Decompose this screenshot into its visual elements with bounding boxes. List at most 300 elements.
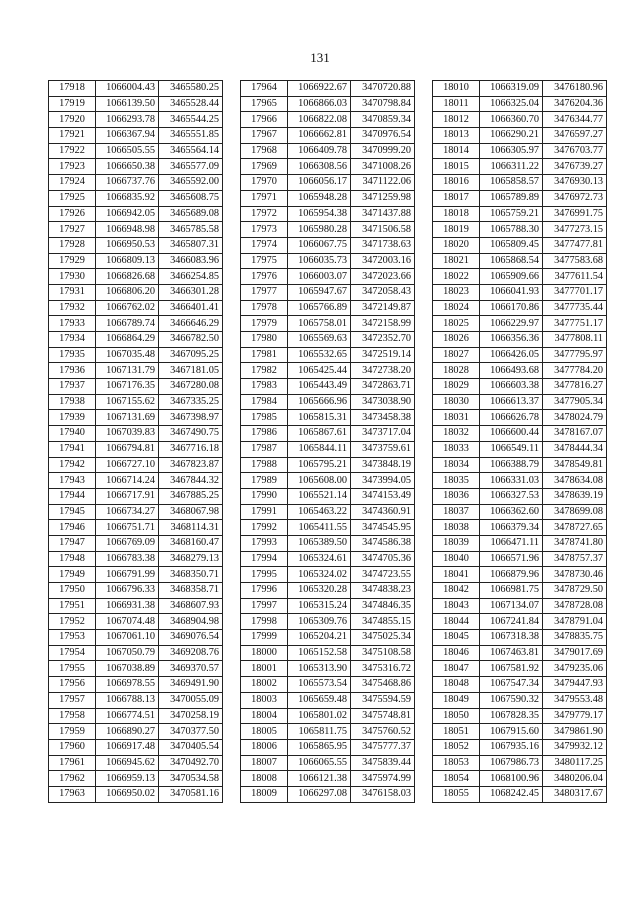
table-row <box>433 441 607 457</box>
point-id-cell: 17944 <box>49 488 96 504</box>
y-coordinate-cell: 3468067.98 <box>159 504 223 520</box>
x-coordinate-cell: 1066650.38 <box>96 159 159 175</box>
table-row <box>241 394 415 410</box>
table-row <box>241 535 415 551</box>
x-coordinate-cell: 1067935.16 <box>480 739 543 755</box>
table-row <box>241 175 415 191</box>
coordinate-table-2 <box>240 80 415 803</box>
table-row <box>49 347 223 363</box>
x-coordinate-cell: 1066806.20 <box>96 284 159 300</box>
point-id-cell: 18006 <box>241 739 288 755</box>
table-row <box>49 128 223 144</box>
table-row <box>49 771 223 787</box>
point-id-cell: 17939 <box>49 410 96 426</box>
y-coordinate-cell: 3470377.50 <box>159 724 223 740</box>
x-coordinate-cell: 1066067.75 <box>288 237 351 253</box>
table-row <box>241 583 415 599</box>
x-coordinate-cell: 1066737.76 <box>96 175 159 191</box>
y-coordinate-cell: 3477273.15 <box>543 222 607 238</box>
x-coordinate-cell: 1065909.66 <box>480 269 543 285</box>
point-id-cell: 17929 <box>49 253 96 269</box>
point-id-cell: 17928 <box>49 237 96 253</box>
x-coordinate-cell: 1065324.61 <box>288 551 351 567</box>
x-coordinate-cell: 1066751.71 <box>96 520 159 536</box>
y-coordinate-cell: 3470798.84 <box>351 96 415 112</box>
x-coordinate-cell: 1066613.37 <box>480 394 543 410</box>
y-coordinate-cell: 3471122.06 <box>351 175 415 191</box>
table-row <box>433 332 607 348</box>
table-row <box>433 96 607 112</box>
table-row <box>241 598 415 614</box>
table-row <box>433 661 607 677</box>
table-row <box>241 441 415 457</box>
point-id-cell: 18016 <box>433 175 480 191</box>
table-row <box>49 724 223 740</box>
y-coordinate-cell: 3474705.36 <box>351 551 415 567</box>
table-row <box>49 206 223 222</box>
point-id-cell: 17925 <box>49 190 96 206</box>
point-id-cell: 17990 <box>241 488 288 504</box>
x-coordinate-cell: 1066783.38 <box>96 551 159 567</box>
point-id-cell: 17961 <box>49 755 96 771</box>
x-coordinate-cell: 1066471.11 <box>480 535 543 551</box>
point-id-cell: 18015 <box>433 159 480 175</box>
y-coordinate-cell: 3473994.05 <box>351 473 415 489</box>
x-coordinate-cell: 1066826.68 <box>96 269 159 285</box>
x-coordinate-cell: 1067131.79 <box>96 363 159 379</box>
y-coordinate-cell: 3477808.11 <box>543 332 607 348</box>
point-id-cell: 18012 <box>433 112 480 128</box>
table-row <box>241 771 415 787</box>
point-id-cell: 18031 <box>433 410 480 426</box>
x-coordinate-cell: 1066948.98 <box>96 222 159 238</box>
x-coordinate-cell: 1066571.96 <box>480 551 543 567</box>
y-coordinate-cell: 3478634.08 <box>543 473 607 489</box>
y-coordinate-cell: 3466301.28 <box>159 284 223 300</box>
y-coordinate-cell: 3465608.75 <box>159 190 223 206</box>
table-row <box>433 143 607 159</box>
point-id-cell: 17932 <box>49 300 96 316</box>
table-row <box>433 677 607 693</box>
y-coordinate-cell: 3467716.18 <box>159 441 223 457</box>
y-coordinate-cell: 3477751.17 <box>543 316 607 332</box>
y-coordinate-cell: 3474360.91 <box>351 504 415 520</box>
point-id-cell: 17986 <box>241 426 288 442</box>
x-coordinate-cell: 1065152.58 <box>288 645 351 661</box>
point-id-cell: 18023 <box>433 284 480 300</box>
table-row <box>241 645 415 661</box>
table-row <box>433 614 607 630</box>
y-coordinate-cell: 3465577.09 <box>159 159 223 175</box>
y-coordinate-cell: 3478727.65 <box>543 520 607 536</box>
y-coordinate-cell: 3478024.79 <box>543 410 607 426</box>
point-id-cell: 17960 <box>49 739 96 755</box>
point-id-cell: 17931 <box>49 284 96 300</box>
x-coordinate-cell: 1067463.81 <box>480 645 543 661</box>
point-id-cell: 17953 <box>49 630 96 646</box>
y-coordinate-cell: 3474723.55 <box>351 567 415 583</box>
y-coordinate-cell: 3480206.04 <box>543 771 607 787</box>
y-coordinate-cell: 3475594.59 <box>351 692 415 708</box>
y-coordinate-cell: 3472058.43 <box>351 284 415 300</box>
point-id-cell: 17967 <box>241 128 288 144</box>
table-row <box>433 488 607 504</box>
table-row <box>241 614 415 630</box>
y-coordinate-cell: 3479017.69 <box>543 645 607 661</box>
point-id-cell: 18032 <box>433 426 480 442</box>
table-row <box>49 332 223 348</box>
y-coordinate-cell: 3468904.98 <box>159 614 223 630</box>
point-id-cell: 18038 <box>433 520 480 536</box>
table-row <box>433 175 607 191</box>
point-id-cell: 18036 <box>433 488 480 504</box>
table-row <box>241 190 415 206</box>
table-row <box>241 488 415 504</box>
point-id-cell: 18000 <box>241 645 288 661</box>
point-id-cell: 18049 <box>433 692 480 708</box>
table-row <box>433 81 607 97</box>
x-coordinate-cell: 1067241.84 <box>480 614 543 630</box>
y-coordinate-cell: 3467885.25 <box>159 488 223 504</box>
table-row <box>241 300 415 316</box>
table-row <box>49 677 223 693</box>
x-coordinate-cell: 1067050.79 <box>96 645 159 661</box>
table-row <box>433 583 607 599</box>
table-row <box>433 316 607 332</box>
x-coordinate-cell: 1066362.60 <box>480 504 543 520</box>
point-id-cell: 17989 <box>241 473 288 489</box>
point-id-cell: 18010 <box>433 81 480 97</box>
point-id-cell: 17983 <box>241 379 288 395</box>
point-id-cell: 17972 <box>241 206 288 222</box>
x-coordinate-cell: 1066794.81 <box>96 441 159 457</box>
y-coordinate-cell: 3476344.77 <box>543 112 607 128</box>
y-coordinate-cell: 3477701.17 <box>543 284 607 300</box>
table-row <box>241 112 415 128</box>
table-row <box>49 269 223 285</box>
y-coordinate-cell: 3468350.71 <box>159 567 223 583</box>
y-coordinate-cell: 3470999.20 <box>351 143 415 159</box>
y-coordinate-cell: 3478757.37 <box>543 551 607 567</box>
table-row <box>241 739 415 755</box>
y-coordinate-cell: 3475468.86 <box>351 677 415 693</box>
y-coordinate-cell: 3477735.44 <box>543 300 607 316</box>
y-coordinate-cell: 3473038.90 <box>351 394 415 410</box>
table-row <box>49 112 223 128</box>
point-id-cell: 18037 <box>433 504 480 520</box>
x-coordinate-cell: 1065980.28 <box>288 222 351 238</box>
x-coordinate-cell: 1066791.99 <box>96 567 159 583</box>
y-coordinate-cell: 3478729.50 <box>543 583 607 599</box>
y-coordinate-cell: 3478730.46 <box>543 567 607 583</box>
point-id-cell: 18027 <box>433 347 480 363</box>
table-row <box>433 269 607 285</box>
point-id-cell: 17968 <box>241 143 288 159</box>
x-coordinate-cell: 1065815.31 <box>288 410 351 426</box>
y-coordinate-cell: 3466646.29 <box>159 316 223 332</box>
x-coordinate-cell: 1066922.67 <box>288 81 351 97</box>
point-id-cell: 17973 <box>241 222 288 238</box>
point-id-cell: 18054 <box>433 771 480 787</box>
x-coordinate-cell: 1066789.74 <box>96 316 159 332</box>
table-row <box>433 520 607 536</box>
x-coordinate-cell: 1066308.56 <box>288 159 351 175</box>
table-row <box>433 222 607 238</box>
table-row <box>49 175 223 191</box>
x-coordinate-cell: 1066917.48 <box>96 739 159 755</box>
x-coordinate-cell: 1065789.89 <box>480 190 543 206</box>
y-coordinate-cell: 3470581.16 <box>159 786 223 802</box>
table-row <box>433 739 607 755</box>
table-row <box>433 598 607 614</box>
point-id-cell: 17980 <box>241 332 288 348</box>
y-coordinate-cell: 3472158.99 <box>351 316 415 332</box>
y-coordinate-cell: 3477583.68 <box>543 253 607 269</box>
table-row <box>49 363 223 379</box>
table-row <box>433 363 607 379</box>
y-coordinate-cell: 3475748.81 <box>351 708 415 724</box>
y-coordinate-cell: 3474545.95 <box>351 520 415 536</box>
y-coordinate-cell: 3471738.63 <box>351 237 415 253</box>
table-row <box>433 724 607 740</box>
x-coordinate-cell: 1065569.63 <box>288 332 351 348</box>
y-coordinate-cell: 3478639.19 <box>543 488 607 504</box>
x-coordinate-cell: 1066734.27 <box>96 504 159 520</box>
point-id-cell: 17930 <box>49 269 96 285</box>
x-coordinate-cell: 1066325.04 <box>480 96 543 112</box>
x-coordinate-cell: 1066293.78 <box>96 112 159 128</box>
point-id-cell: 18026 <box>433 332 480 348</box>
table-row <box>49 441 223 457</box>
y-coordinate-cell: 3470405.54 <box>159 739 223 755</box>
x-coordinate-cell: 1067176.35 <box>96 379 159 395</box>
x-coordinate-cell: 1065573.54 <box>288 677 351 693</box>
point-id-cell: 17919 <box>49 96 96 112</box>
y-coordinate-cell: 3480117.25 <box>543 755 607 771</box>
y-coordinate-cell: 3476703.77 <box>543 143 607 159</box>
y-coordinate-cell: 3467490.75 <box>159 426 223 442</box>
x-coordinate-cell: 1067155.62 <box>96 394 159 410</box>
y-coordinate-cell: 3479932.12 <box>543 739 607 755</box>
table-row <box>433 567 607 583</box>
table-row <box>49 473 223 489</box>
x-coordinate-cell: 1066981.75 <box>480 583 543 599</box>
table-row <box>433 630 607 646</box>
x-coordinate-cell: 1066942.05 <box>96 206 159 222</box>
table-row <box>49 253 223 269</box>
table-row <box>49 410 223 426</box>
x-coordinate-cell: 1065659.48 <box>288 692 351 708</box>
point-id-cell: 17951 <box>49 598 96 614</box>
y-coordinate-cell: 3468114.31 <box>159 520 223 536</box>
point-id-cell: 18047 <box>433 661 480 677</box>
point-id-cell: 18013 <box>433 128 480 144</box>
point-id-cell: 17934 <box>49 332 96 348</box>
table-row <box>241 269 415 285</box>
point-id-cell: 17954 <box>49 645 96 661</box>
table-row <box>433 410 607 426</box>
y-coordinate-cell: 3476597.27 <box>543 128 607 144</box>
x-coordinate-cell: 1066493.68 <box>480 363 543 379</box>
y-coordinate-cell: 3473759.61 <box>351 441 415 457</box>
table-row <box>433 708 607 724</box>
point-id-cell: 17977 <box>241 284 288 300</box>
x-coordinate-cell: 1066409.78 <box>288 143 351 159</box>
table-row <box>433 551 607 567</box>
point-id-cell: 17962 <box>49 771 96 787</box>
point-id-cell: 17940 <box>49 426 96 442</box>
y-coordinate-cell: 3479861.90 <box>543 724 607 740</box>
y-coordinate-cell: 3476972.73 <box>543 190 607 206</box>
point-id-cell: 18030 <box>433 394 480 410</box>
x-coordinate-cell: 1065608.00 <box>288 473 351 489</box>
x-coordinate-cell: 1067134.07 <box>480 598 543 614</box>
table-row <box>241 363 415 379</box>
x-coordinate-cell: 1065865.95 <box>288 739 351 755</box>
x-coordinate-cell: 1065858.57 <box>480 175 543 191</box>
x-coordinate-cell: 1065204.21 <box>288 630 351 646</box>
table-row <box>433 394 607 410</box>
x-coordinate-cell: 1065315.24 <box>288 598 351 614</box>
table-row <box>241 504 415 520</box>
point-id-cell: 18025 <box>433 316 480 332</box>
table-row <box>49 143 223 159</box>
table-row <box>241 96 415 112</box>
y-coordinate-cell: 3467823.87 <box>159 457 223 473</box>
point-id-cell: 17976 <box>241 269 288 285</box>
x-coordinate-cell: 1066139.50 <box>96 96 159 112</box>
table-row <box>49 661 223 677</box>
y-coordinate-cell: 3472003.16 <box>351 253 415 269</box>
table-row <box>241 630 415 646</box>
y-coordinate-cell: 3471506.58 <box>351 222 415 238</box>
table-row <box>49 739 223 755</box>
x-coordinate-cell: 1066769.09 <box>96 535 159 551</box>
table-row <box>241 708 415 724</box>
y-coordinate-cell: 3470258.19 <box>159 708 223 724</box>
table-row <box>433 284 607 300</box>
point-id-cell: 18055 <box>433 786 480 802</box>
y-coordinate-cell: 3467181.05 <box>159 363 223 379</box>
y-coordinate-cell: 3467095.25 <box>159 347 223 363</box>
table-row <box>241 755 415 771</box>
y-coordinate-cell: 3470534.58 <box>159 771 223 787</box>
y-coordinate-cell: 3477784.20 <box>543 363 607 379</box>
x-coordinate-cell: 1065758.01 <box>288 316 351 332</box>
y-coordinate-cell: 3470055.09 <box>159 692 223 708</box>
x-coordinate-cell: 1066319.09 <box>480 81 543 97</box>
point-id-cell: 17995 <box>241 567 288 583</box>
y-coordinate-cell: 3476180.96 <box>543 81 607 97</box>
point-id-cell: 17997 <box>241 598 288 614</box>
point-id-cell: 17937 <box>49 379 96 395</box>
table-row <box>241 81 415 97</box>
y-coordinate-cell: 3478728.08 <box>543 598 607 614</box>
point-id-cell: 17996 <box>241 583 288 599</box>
point-id-cell: 18008 <box>241 771 288 787</box>
table-row <box>241 677 415 693</box>
x-coordinate-cell: 1066426.05 <box>480 347 543 363</box>
table-row <box>433 457 607 473</box>
y-coordinate-cell: 3472149.87 <box>351 300 415 316</box>
table-row <box>49 786 223 802</box>
table-row <box>49 394 223 410</box>
point-id-cell: 17942 <box>49 457 96 473</box>
x-coordinate-cell: 1066950.53 <box>96 237 159 253</box>
table-row <box>49 708 223 724</box>
x-coordinate-cell: 1066379.34 <box>480 520 543 536</box>
point-id-cell: 18039 <box>433 535 480 551</box>
y-coordinate-cell: 3479779.17 <box>543 708 607 724</box>
x-coordinate-cell: 1066367.94 <box>96 128 159 144</box>
point-id-cell: 17921 <box>49 128 96 144</box>
x-coordinate-cell: 1065954.38 <box>288 206 351 222</box>
y-coordinate-cell: 3478444.34 <box>543 441 607 457</box>
x-coordinate-cell: 1066762.02 <box>96 300 159 316</box>
y-coordinate-cell: 3478741.80 <box>543 535 607 551</box>
point-id-cell: 18042 <box>433 583 480 599</box>
y-coordinate-cell: 3470720.88 <box>351 81 415 97</box>
y-coordinate-cell: 3465528.44 <box>159 96 223 112</box>
y-coordinate-cell: 3475974.99 <box>351 771 415 787</box>
x-coordinate-cell: 1066662.81 <box>288 128 351 144</box>
x-coordinate-cell: 1066796.33 <box>96 583 159 599</box>
point-id-cell: 17946 <box>49 520 96 536</box>
y-coordinate-cell: 3467844.32 <box>159 473 223 489</box>
table-row <box>49 190 223 206</box>
point-id-cell: 18048 <box>433 677 480 693</box>
y-coordinate-cell: 3470859.34 <box>351 112 415 128</box>
x-coordinate-cell: 1067074.48 <box>96 614 159 630</box>
point-id-cell: 17933 <box>49 316 96 332</box>
table-row <box>241 332 415 348</box>
x-coordinate-cell: 1066360.70 <box>480 112 543 128</box>
y-coordinate-cell: 3475108.58 <box>351 645 415 661</box>
table-row <box>433 426 607 442</box>
table-row <box>241 426 415 442</box>
point-id-cell: 17936 <box>49 363 96 379</box>
table-row <box>241 253 415 269</box>
table-row <box>241 724 415 740</box>
table-row <box>241 551 415 567</box>
table-row <box>49 567 223 583</box>
x-coordinate-cell: 1066864.29 <box>96 332 159 348</box>
y-coordinate-cell: 3465544.25 <box>159 112 223 128</box>
point-id-cell: 17994 <box>241 551 288 567</box>
y-coordinate-cell: 3476158.03 <box>351 786 415 802</box>
point-id-cell: 18011 <box>433 96 480 112</box>
y-coordinate-cell: 3475839.44 <box>351 755 415 771</box>
y-coordinate-cell: 3465785.58 <box>159 222 223 238</box>
y-coordinate-cell: 3477477.81 <box>543 237 607 253</box>
point-id-cell: 18007 <box>241 755 288 771</box>
x-coordinate-cell: 1066549.11 <box>480 441 543 457</box>
point-id-cell: 17991 <box>241 504 288 520</box>
x-coordinate-cell: 1065324.02 <box>288 567 351 583</box>
table-row <box>433 253 607 269</box>
x-coordinate-cell: 1066959.13 <box>96 771 159 787</box>
point-id-cell: 17993 <box>241 535 288 551</box>
y-coordinate-cell: 3477905.34 <box>543 394 607 410</box>
y-coordinate-cell: 3475760.52 <box>351 724 415 740</box>
table-row <box>433 206 607 222</box>
table-row <box>49 755 223 771</box>
table-row <box>241 284 415 300</box>
table-row <box>49 96 223 112</box>
x-coordinate-cell: 1066056.17 <box>288 175 351 191</box>
point-id-cell: 17978 <box>241 300 288 316</box>
point-id-cell: 17974 <box>241 237 288 253</box>
